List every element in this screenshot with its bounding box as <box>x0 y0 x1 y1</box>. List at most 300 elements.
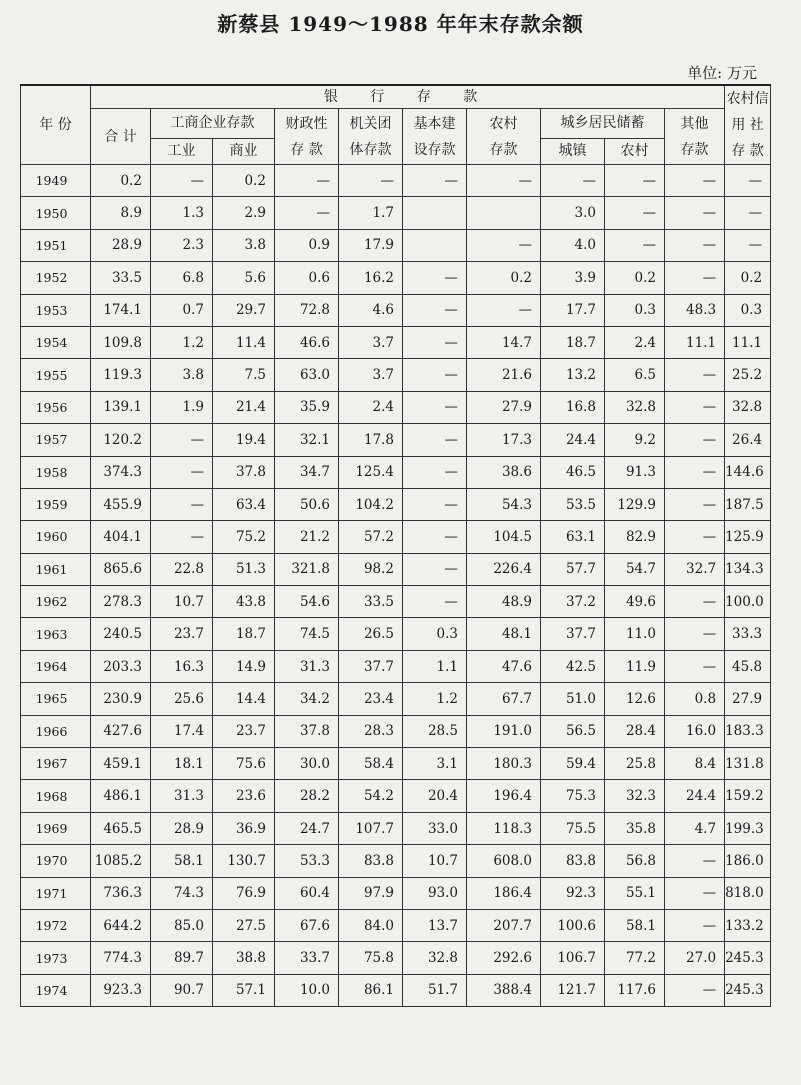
value-cell: 35.9 <box>275 391 339 423</box>
value-cell: 0.3 <box>725 294 771 326</box>
value-cell: 89.7 <box>151 942 213 974</box>
table-body <box>21 165 771 1007</box>
value-cell: — <box>151 488 213 520</box>
value-cell: 118.3 <box>467 812 541 844</box>
value-cell: 4.6 <box>339 294 403 326</box>
value-cell <box>403 197 467 229</box>
value-cell: 46.6 <box>275 326 339 358</box>
table-row <box>21 780 771 812</box>
value-cell: 98.2 <box>339 553 403 585</box>
value-cell: — <box>467 229 541 261</box>
value-cell: 321.8 <box>275 553 339 585</box>
value-cell: — <box>665 424 725 456</box>
value-cell: 17.9 <box>339 229 403 261</box>
value-cell: 608.0 <box>467 845 541 877</box>
value-cell: — <box>665 229 725 261</box>
value-cell: 21.4 <box>213 391 275 423</box>
value-cell: 75.8 <box>339 942 403 974</box>
value-cell: 278.3 <box>91 586 151 618</box>
value-cell: 6.8 <box>151 262 213 294</box>
value-cell: — <box>403 553 467 585</box>
value-cell: 83.8 <box>339 845 403 877</box>
value-cell: 117.6 <box>605 974 665 1006</box>
value-cell: 459.1 <box>91 748 151 780</box>
value-cell: 196.4 <box>467 780 541 812</box>
value-cell: 0.3 <box>605 294 665 326</box>
value-cell: 32.7 <box>665 553 725 585</box>
value-cell: 16.8 <box>541 391 605 423</box>
header-fiscal: 财政性 存 款 <box>275 109 339 165</box>
value-cell: 11.1 <box>725 326 771 358</box>
header-industry-commerce: 工商企业存款 <box>151 109 275 139</box>
year-cell: 1971 <box>21 877 91 909</box>
value-cell: — <box>403 456 467 488</box>
value-cell: 38.8 <box>213 942 275 974</box>
value-cell: 17.3 <box>467 424 541 456</box>
year-cell: 1950 <box>21 197 91 229</box>
value-cell: 21.2 <box>275 521 339 553</box>
table-row <box>21 262 771 294</box>
value-cell: 55.1 <box>605 877 665 909</box>
header-year: 年 份 <box>21 85 91 165</box>
value-cell: — <box>275 165 339 197</box>
value-cell: — <box>665 618 725 650</box>
value-cell: 28.9 <box>91 229 151 261</box>
value-cell: 37.7 <box>339 650 403 682</box>
header-other: 其他 存款 <box>665 109 725 165</box>
value-cell: 97.9 <box>339 877 403 909</box>
value-cell: 32.8 <box>403 942 467 974</box>
value-cell: 24.7 <box>275 812 339 844</box>
header-capital: 基本建 设存款 <box>403 109 467 165</box>
value-cell: — <box>467 165 541 197</box>
value-cell: 18.7 <box>213 618 275 650</box>
value-cell: 74.5 <box>275 618 339 650</box>
value-cell: 11.1 <box>665 326 725 358</box>
value-cell <box>467 197 541 229</box>
header-coop-deposits: 农村信 用 社 存 款 <box>725 85 771 165</box>
value-cell: — <box>151 165 213 197</box>
value-cell: 107.7 <box>339 812 403 844</box>
value-cell: — <box>665 262 725 294</box>
value-cell: 43.8 <box>213 586 275 618</box>
value-cell: — <box>151 521 213 553</box>
header-savings: 城乡居民储蓄 <box>541 109 665 139</box>
value-cell: 3.8 <box>213 229 275 261</box>
value-cell: 37.8 <box>213 456 275 488</box>
value-cell: 4.0 <box>541 229 605 261</box>
value-cell: 11.0 <box>605 618 665 650</box>
year-cell: 1967 <box>21 748 91 780</box>
value-cell: 3.8 <box>151 359 213 391</box>
value-cell: 1.2 <box>151 326 213 358</box>
value-cell: 27.9 <box>725 683 771 715</box>
value-cell: 17.4 <box>151 715 213 747</box>
value-cell: 23.7 <box>213 715 275 747</box>
value-cell: — <box>665 456 725 488</box>
value-cell: 14.4 <box>213 683 275 715</box>
value-cell: 199.3 <box>725 812 771 844</box>
value-cell: 3.0 <box>541 197 605 229</box>
value-cell: 5.6 <box>213 262 275 294</box>
value-cell: 774.3 <box>91 942 151 974</box>
year-cell: 1952 <box>21 262 91 294</box>
value-cell: 54.2 <box>339 780 403 812</box>
value-cell: 28.9 <box>151 812 213 844</box>
value-cell: — <box>605 197 665 229</box>
value-cell: 183.3 <box>725 715 771 747</box>
value-cell: 203.3 <box>91 650 151 682</box>
value-cell: 0.3 <box>403 618 467 650</box>
value-cell: 2.3 <box>151 229 213 261</box>
value-cell: 120.2 <box>91 424 151 456</box>
value-cell: 21.6 <box>467 359 541 391</box>
table-row <box>21 521 771 553</box>
value-cell: 34.7 <box>275 456 339 488</box>
value-cell: 0.8 <box>665 683 725 715</box>
value-cell: 93.0 <box>403 877 467 909</box>
value-cell: 10.7 <box>151 586 213 618</box>
value-cell: 76.9 <box>213 877 275 909</box>
value-cell: 191.0 <box>467 715 541 747</box>
value-cell: 7.5 <box>213 359 275 391</box>
value-cell: 74.3 <box>151 877 213 909</box>
table-row <box>21 197 771 229</box>
value-cell: 51.3 <box>213 553 275 585</box>
value-cell: 92.3 <box>541 877 605 909</box>
value-cell: 12.6 <box>605 683 665 715</box>
value-cell: 29.7 <box>213 294 275 326</box>
value-cell: 4.7 <box>665 812 725 844</box>
page-title: 新蔡县 1949～1988 年年末存款余额 <box>217 12 584 36</box>
value-cell: 57.2 <box>339 521 403 553</box>
value-cell: — <box>151 424 213 456</box>
year-cell: 1965 <box>21 683 91 715</box>
value-cell: 13.2 <box>541 359 605 391</box>
year-cell: 1969 <box>21 812 91 844</box>
value-cell: 33.7 <box>275 942 339 974</box>
value-cell: 818.0 <box>725 877 771 909</box>
value-cell: 186.0 <box>725 845 771 877</box>
value-cell: 133.2 <box>725 909 771 941</box>
value-cell: 86.1 <box>339 974 403 1006</box>
value-cell: 84.0 <box>339 909 403 941</box>
value-cell: 54.7 <box>605 553 665 585</box>
value-cell: 25.2 <box>725 359 771 391</box>
table-row <box>21 391 771 423</box>
value-cell: 245.3 <box>725 974 771 1006</box>
value-cell: 109.8 <box>91 326 151 358</box>
value-cell: 1.3 <box>151 197 213 229</box>
value-cell: 207.7 <box>467 909 541 941</box>
value-cell: — <box>403 424 467 456</box>
value-cell: 25.6 <box>151 683 213 715</box>
value-cell: — <box>665 877 725 909</box>
value-cell: 31.3 <box>275 650 339 682</box>
value-cell: 49.6 <box>605 586 665 618</box>
year-cell: 1957 <box>21 424 91 456</box>
value-cell: 6.5 <box>605 359 665 391</box>
value-cell: 67.6 <box>275 909 339 941</box>
deposit-table <box>20 84 771 1007</box>
value-cell: 75.2 <box>213 521 275 553</box>
value-cell: 30.0 <box>275 748 339 780</box>
value-cell: 119.3 <box>91 359 151 391</box>
value-cell: 27.5 <box>213 909 275 941</box>
value-cell: 1.2 <box>403 683 467 715</box>
value-cell: — <box>665 586 725 618</box>
value-cell: — <box>403 165 467 197</box>
value-cell: 28.4 <box>605 715 665 747</box>
table-row <box>21 359 771 391</box>
value-cell: 54.3 <box>467 488 541 520</box>
value-cell: 16.3 <box>151 650 213 682</box>
value-cell: 19.4 <box>213 424 275 456</box>
value-cell: 16.0 <box>665 715 725 747</box>
value-cell: 37.8 <box>275 715 339 747</box>
value-cell: — <box>665 488 725 520</box>
value-cell: 28.2 <box>275 780 339 812</box>
value-cell: 33.5 <box>91 262 151 294</box>
value-cell: 16.2 <box>339 262 403 294</box>
value-cell: 0.2 <box>467 262 541 294</box>
value-cell: 292.6 <box>467 942 541 974</box>
value-cell: 18.7 <box>541 326 605 358</box>
value-cell: 10.7 <box>403 845 467 877</box>
value-cell: — <box>403 359 467 391</box>
value-cell: 180.3 <box>467 748 541 780</box>
year-cell: 1966 <box>21 715 91 747</box>
value-cell: — <box>151 456 213 488</box>
value-cell: 82.9 <box>605 521 665 553</box>
value-cell: 63.1 <box>541 521 605 553</box>
year-cell: 1962 <box>21 586 91 618</box>
year-cell: 1953 <box>21 294 91 326</box>
value-cell: 32.3 <box>605 780 665 812</box>
value-cell: 67.7 <box>467 683 541 715</box>
value-cell: 42.5 <box>541 650 605 682</box>
table-row <box>21 488 771 520</box>
value-cell: — <box>403 262 467 294</box>
value-cell: 33.0 <box>403 812 467 844</box>
value-cell: 139.1 <box>91 391 151 423</box>
table-row <box>21 229 771 261</box>
value-cell: 0.2 <box>725 262 771 294</box>
value-cell: 90.7 <box>151 974 213 1006</box>
table-row <box>21 877 771 909</box>
value-cell: 58.1 <box>151 845 213 877</box>
year-cell: 1972 <box>21 909 91 941</box>
year-cell: 1974 <box>21 974 91 1006</box>
value-cell: 226.4 <box>467 553 541 585</box>
value-cell: — <box>725 165 771 197</box>
value-cell: 27.0 <box>665 942 725 974</box>
value-cell: 24.4 <box>665 780 725 812</box>
value-cell: 53.3 <box>275 845 339 877</box>
value-cell: 230.9 <box>91 683 151 715</box>
value-cell: 106.7 <box>541 942 605 974</box>
value-cell: 63.4 <box>213 488 275 520</box>
value-cell: 75.5 <box>541 812 605 844</box>
value-cell: 77.2 <box>605 942 665 974</box>
value-cell: 26.5 <box>339 618 403 650</box>
value-cell: — <box>605 229 665 261</box>
value-cell: 1.7 <box>339 197 403 229</box>
value-cell: 486.1 <box>91 780 151 812</box>
value-cell: 3.1 <box>403 748 467 780</box>
table-row <box>21 650 771 682</box>
value-cell: 47.6 <box>467 650 541 682</box>
table-row <box>21 715 771 747</box>
value-cell: 56.5 <box>541 715 605 747</box>
year-cell: 1954 <box>21 326 91 358</box>
value-cell: 58.1 <box>605 909 665 941</box>
value-cell: — <box>665 359 725 391</box>
table-row <box>21 845 771 877</box>
value-cell: 34.2 <box>275 683 339 715</box>
value-cell: — <box>725 197 771 229</box>
value-cell: 45.8 <box>725 650 771 682</box>
value-cell: 53.5 <box>541 488 605 520</box>
value-cell: 57.7 <box>541 553 605 585</box>
value-cell: 9.2 <box>605 424 665 456</box>
value-cell: 186.4 <box>467 877 541 909</box>
value-cell: 14.9 <box>213 650 275 682</box>
value-cell: 100.6 <box>541 909 605 941</box>
value-cell: 465.5 <box>91 812 151 844</box>
value-cell: 63.0 <box>275 359 339 391</box>
value-cell: 91.3 <box>605 456 665 488</box>
value-cell: 23.4 <box>339 683 403 715</box>
value-cell: 245.3 <box>725 942 771 974</box>
value-cell: 20.4 <box>403 780 467 812</box>
value-cell: 736.3 <box>91 877 151 909</box>
value-cell: — <box>275 197 339 229</box>
value-cell: — <box>665 197 725 229</box>
value-cell: 10.0 <box>275 974 339 1006</box>
value-cell: 455.9 <box>91 488 151 520</box>
value-cell: 134.3 <box>725 553 771 585</box>
value-cell: 3.9 <box>541 262 605 294</box>
table-row <box>21 974 771 1006</box>
value-cell: 37.7 <box>541 618 605 650</box>
value-cell: — <box>403 294 467 326</box>
value-cell: 388.4 <box>467 974 541 1006</box>
value-cell: — <box>665 974 725 1006</box>
value-cell: 83.8 <box>541 845 605 877</box>
value-cell: 404.1 <box>91 521 151 553</box>
value-cell: 25.8 <box>605 748 665 780</box>
value-cell: 187.5 <box>725 488 771 520</box>
value-cell: 2.4 <box>605 326 665 358</box>
header-institution: 机关团 体存款 <box>339 109 403 165</box>
value-cell: 0.6 <box>275 262 339 294</box>
value-cell: 60.4 <box>275 877 339 909</box>
table-row <box>21 326 771 358</box>
header-bank-deposits: 银 行 存 款 <box>91 85 725 109</box>
value-cell: — <box>665 909 725 941</box>
value-cell: 48.1 <box>467 618 541 650</box>
value-cell: 2.9 <box>213 197 275 229</box>
header-rural-savings: 农村 <box>605 138 665 165</box>
value-cell: 130.7 <box>213 845 275 877</box>
year-cell: 1968 <box>21 780 91 812</box>
value-cell: 1085.2 <box>91 845 151 877</box>
year-cell: 1951 <box>21 229 91 261</box>
year-cell: 1960 <box>21 521 91 553</box>
value-cell: — <box>403 488 467 520</box>
header-total: 合 计 <box>91 109 151 165</box>
value-cell: 50.6 <box>275 488 339 520</box>
year-cell: 1973 <box>21 942 91 974</box>
value-cell: 0.7 <box>151 294 213 326</box>
value-cell: 8.9 <box>91 197 151 229</box>
value-cell: 56.8 <box>605 845 665 877</box>
value-cell: — <box>605 165 665 197</box>
unit-label: 单位: 万元 <box>687 64 757 82</box>
table-row <box>21 683 771 715</box>
value-cell: 75.3 <box>541 780 605 812</box>
value-cell: 11.9 <box>605 650 665 682</box>
table-row <box>21 942 771 974</box>
value-cell: 38.6 <box>467 456 541 488</box>
header-rural: 农村 存款 <box>467 109 541 165</box>
value-cell: 1.1 <box>403 650 467 682</box>
value-cell: 0.2 <box>91 165 151 197</box>
value-cell: 72.8 <box>275 294 339 326</box>
value-cell: 35.8 <box>605 812 665 844</box>
value-cell: 1.9 <box>151 391 213 423</box>
value-cell: 14.7 <box>467 326 541 358</box>
value-cell: — <box>403 391 467 423</box>
value-cell: 11.4 <box>213 326 275 358</box>
value-cell: 159.2 <box>725 780 771 812</box>
value-cell: 240.5 <box>91 618 151 650</box>
value-cell: 85.0 <box>151 909 213 941</box>
value-cell: 100.0 <box>725 586 771 618</box>
value-cell: 3.7 <box>339 359 403 391</box>
value-cell: 54.6 <box>275 586 339 618</box>
table-row <box>21 294 771 326</box>
value-cell: 374.3 <box>91 456 151 488</box>
value-cell: 48.3 <box>665 294 725 326</box>
year-cell: 1949 <box>21 165 91 197</box>
year-cell: 1959 <box>21 488 91 520</box>
year-cell: 1955 <box>21 359 91 391</box>
value-cell: 48.9 <box>467 586 541 618</box>
value-cell: — <box>467 294 541 326</box>
value-cell: 51.7 <box>403 974 467 1006</box>
value-cell: — <box>665 521 725 553</box>
header-urban: 城镇 <box>541 138 605 165</box>
value-cell: 125.9 <box>725 521 771 553</box>
header-industry: 工业 <box>151 138 213 165</box>
value-cell: 28.3 <box>339 715 403 747</box>
table-row <box>21 424 771 456</box>
value-cell: 32.8 <box>725 391 771 423</box>
table-row <box>21 748 771 780</box>
value-cell: 23.7 <box>151 618 213 650</box>
table-row <box>21 165 771 197</box>
value-cell: 37.2 <box>541 586 605 618</box>
value-cell: 31.3 <box>151 780 213 812</box>
value-cell: 32.8 <box>605 391 665 423</box>
value-cell: 865.6 <box>91 553 151 585</box>
value-cell: 13.7 <box>403 909 467 941</box>
value-cell: 0.2 <box>605 262 665 294</box>
value-cell: 33.5 <box>339 586 403 618</box>
value-cell: 33.3 <box>725 618 771 650</box>
